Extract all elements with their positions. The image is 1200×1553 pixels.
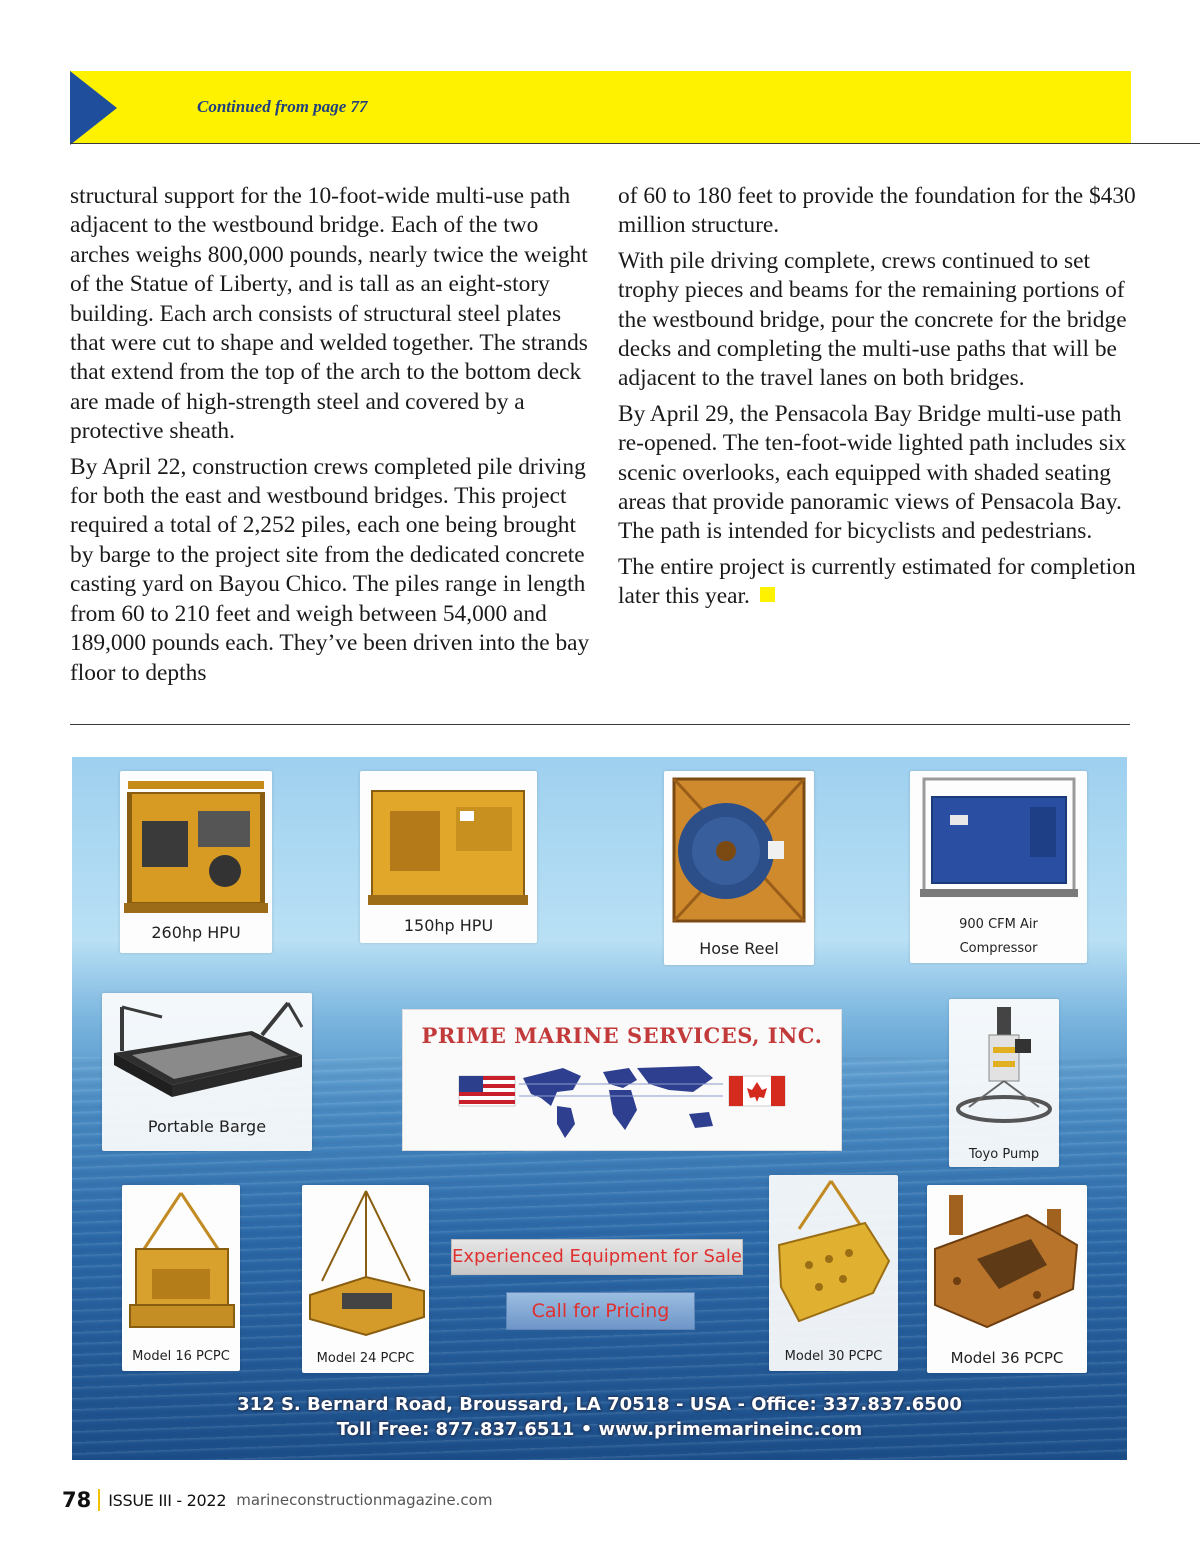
product-card-air-compressor	[910, 771, 1087, 963]
product-label: Hose Reel	[699, 939, 779, 958]
hpu-260-icon	[120, 771, 272, 921]
model-36-pcpc-icon	[927, 1185, 1087, 1343]
page-number: 78	[62, 1488, 92, 1512]
prime-marine-advertisement[interactable]	[72, 757, 1127, 1460]
model-30-pcpc-icon	[769, 1175, 898, 1341]
page-footer	[62, 1485, 492, 1515]
product-label: Model 36 PCPC	[950, 1349, 1064, 1367]
product-card-toyo-pump	[949, 999, 1059, 1167]
product-label: Model 16 PCPC	[132, 1349, 230, 1364]
website-link[interactable]: marineconstructionmagazine.com	[236, 1491, 493, 1509]
company-contact[interactable]: Toll Free: 877.837.6511 • www.primemarineinc.com	[336, 1419, 863, 1440]
usa-flag-icon	[459, 1076, 515, 1106]
header-divider	[70, 143, 1200, 144]
product-card-150hp-hpu	[360, 771, 537, 943]
continued-label: Continued from page 77	[197, 97, 368, 116]
footer-divider	[98, 1489, 100, 1511]
toyo-pump-icon	[949, 999, 1059, 1139]
product-label: 150hp HPU	[403, 916, 494, 935]
product-label: 260hp HPU	[151, 923, 241, 942]
model-16-pcpc-icon	[122, 1185, 240, 1341]
paragraph: By April 22, construction crews completed pile driving for both the east and westbound bridges. This project required a total of 2,252 piles, each one being brought by barge to the project site from the dedicated concrete casting yard on Bayou Chico. The piles range in length from 60 to 210 feet and weigh between 54,000 and 189,000 pounds each. They’ve been driven into the bay floor to depths	[70, 453, 590, 686]
product-card-260hp-hpu	[120, 771, 272, 953]
product-label: Toyo Pump	[968, 1147, 1040, 1162]
equipment-for-sale-banner: Experienced Equipment for Sale	[451, 1239, 743, 1275]
product-card-hose-reel	[664, 771, 814, 965]
product-label: Portable Barge	[147, 1117, 267, 1136]
end-mark-icon	[760, 587, 775, 602]
section-divider	[70, 724, 1130, 725]
product-label: 900 CFM Air	[959, 917, 1038, 932]
product-card-model-24-pcpc	[302, 1185, 429, 1373]
canada-flag-icon	[729, 1076, 785, 1106]
paragraph: of 60 to 180 feet to provide the foundation for the $430 million structure.	[618, 183, 1136, 239]
paragraph-text: The entire project is currently estimated for completion later this year.	[618, 553, 1136, 610]
paragraph-last	[618, 553, 1138, 612]
product-label: Model 24 PCPC	[316, 1351, 415, 1366]
article-column-left	[70, 182, 590, 694]
world-map-icon	[523, 1066, 713, 1138]
product-label: Model 30 PCPC	[784, 1349, 883, 1364]
company-name: PRIME MARINE SERVICES, INC.	[421, 1023, 823, 1048]
product-card-model-16-pcpc	[122, 1185, 240, 1371]
article-column-right	[618, 182, 1138, 618]
company-logo	[402, 1009, 842, 1151]
world-map-flags-icon	[453, 1054, 793, 1140]
call-for-pricing-button[interactable]: Call for Pricing	[506, 1292, 695, 1330]
hpu-150-icon	[360, 771, 537, 911]
product-label: Compressor	[959, 941, 1038, 956]
paragraph: By April 29, the Pensacola Bay Bridge multi-use path re-opened. The ten-foot-wide lighted path includes six scenic overlooks, each equipped with shaded seating areas that provide panoramic views of Pensacola Bay. The path is intended for bicyclists and pedestrians.	[618, 400, 1127, 545]
product-card-model-30-pcpc	[769, 1175, 898, 1371]
model-24-pcpc-icon	[302, 1185, 429, 1343]
air-compressor-icon	[910, 771, 1087, 911]
issue-label: ISSUE III - 2022	[108, 1490, 227, 1510]
company-address: 312 S. Bernard Road, Broussard, LA 70518 - USA - Office: 337.837.6500	[237, 1394, 962, 1415]
chevron-right-icon	[70, 71, 117, 145]
hose-reel-icon	[664, 771, 814, 931]
product-card-portable-barge	[102, 993, 312, 1151]
product-card-model-36-pcpc	[927, 1185, 1087, 1373]
paragraph: With pile driving complete, crews continued to set trophy pieces and beams for the remaining portions of the westbound bridge, pour the concrete for the bridge decks and completing the multi-use paths that will be adjacent to the travel lanes on both bridges.	[618, 247, 1127, 392]
portable-barge-icon	[102, 993, 312, 1113]
paragraph: structural support for the 10-foot-wide multi-use path adjacent to the westbound bridge. Each of the two arches weighs 800,000 pounds, nearly twice the weight of the Statue of Liberty, and is tall as an eight-story building. Each arch consists of structural steel plates that were cut to shape and welded together. The strands that extend from the top of the arch to the bottom deck are made of high-strength steel and covered by a protective sheath.	[70, 183, 588, 445]
